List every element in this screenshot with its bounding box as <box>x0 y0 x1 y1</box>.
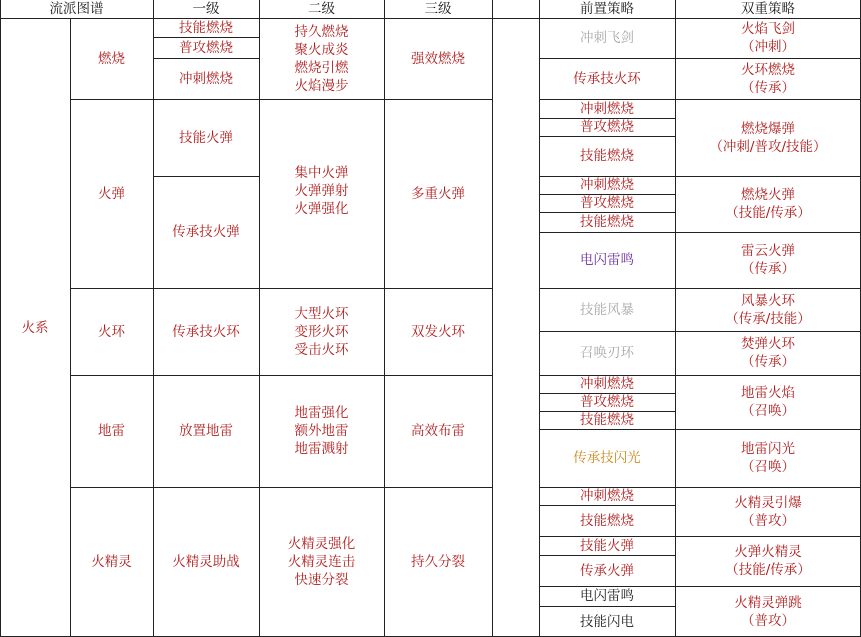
grid-line <box>539 0 540 637</box>
prereq-cell: 冲刺燃烧 <box>580 376 634 392</box>
grid-line <box>675 487 861 488</box>
dual-tag: （普攻） <box>741 612 795 629</box>
prereq-cell: 冲刺燃烧 <box>580 177 634 193</box>
prereq-cell: 普攻燃烧 <box>580 119 634 135</box>
group-name: 地雷 <box>98 423 125 439</box>
level2-cell <box>259 99 384 288</box>
prereq-cell: 传承火弹 <box>580 562 634 579</box>
grid-line <box>675 288 861 289</box>
dual-name: 燃烧爆弹 <box>741 120 795 137</box>
level1-cell: 冲刺燃烧 <box>179 70 233 87</box>
level2-item: 额外地雷 <box>294 423 349 439</box>
level3-cell: 多重火弹 <box>411 185 465 202</box>
group-name: 火精灵 <box>91 554 132 570</box>
grid-line <box>675 429 861 430</box>
grid-line <box>539 176 675 177</box>
dual-cell <box>675 375 861 429</box>
grid-line <box>539 331 675 332</box>
prereq-cell: 电闪雷鸣 <box>580 252 634 268</box>
grid-line <box>539 536 675 537</box>
dual-name: 地雷火焰 <box>741 385 795 401</box>
header-prereq: 前置策略 <box>580 1 634 17</box>
level2-item: 地雷溅射 <box>294 441 349 457</box>
grid-line <box>70 375 492 376</box>
dual-name: 燃烧火弹 <box>741 187 795 203</box>
prereq-cell: 冲刺飞剑 <box>580 30 634 46</box>
prereq-cell: 传承技闪光 <box>573 450 641 466</box>
prereq-cell: 技能风暴 <box>580 301 634 318</box>
prereq-cell: 冲刺燃烧 <box>580 488 634 504</box>
dual-name: 火弹火精灵 <box>734 544 802 560</box>
dual-cell <box>675 232 861 288</box>
dual-name: 火环燃烧 <box>741 61 795 78</box>
dual-tag: （技能/传承） <box>725 205 811 221</box>
grid-line <box>259 0 260 637</box>
dual-name: 风暴火环 <box>741 292 795 309</box>
dual-name: 地雷闪光 <box>741 441 795 457</box>
grid-line <box>539 212 675 213</box>
dual-tag: （传承） <box>741 354 795 370</box>
grid-line <box>153 0 154 637</box>
grid-line <box>675 536 861 537</box>
grid-line <box>539 99 675 100</box>
grid-line <box>675 58 861 59</box>
grid-line <box>153 176 259 177</box>
level2-item: 持久燃烧 <box>294 23 349 40</box>
grid-line <box>70 99 492 100</box>
level2-cell <box>259 375 384 487</box>
dual-cell <box>675 487 861 536</box>
grid-line <box>539 586 675 587</box>
dual-name: 焚弹火环 <box>741 336 795 352</box>
dual-name: 火焰飞剑 <box>741 21 795 37</box>
prereq-cell: 冲刺燃烧 <box>580 100 634 117</box>
level1-cell: 传承技火弹 <box>172 224 240 240</box>
grid-line <box>539 393 675 394</box>
dual-tag: （召唤） <box>741 459 795 475</box>
dual-tag: （冲刺/普攻/技能） <box>709 138 827 155</box>
prereq-cell: 召唤刃环 <box>580 345 634 361</box>
dual-name: 雷云火弹 <box>741 243 795 259</box>
dual-cell <box>675 429 861 487</box>
level2-item: 大型火环 <box>294 305 349 322</box>
dual-name: 火精灵弹跳 <box>734 594 802 611</box>
grid-line <box>539 487 675 488</box>
prereq-cell: 技能闪电 <box>580 613 634 630</box>
level2-item: 火弹强化 <box>294 201 349 217</box>
level2-cell <box>259 487 384 637</box>
grid-line <box>70 487 492 488</box>
header-level3: 三级 <box>424 1 452 17</box>
grid-line <box>539 136 675 137</box>
grid-line <box>675 375 861 376</box>
grid-line <box>153 37 259 38</box>
grid-line <box>675 99 861 100</box>
grid-line <box>384 0 385 637</box>
grid-line <box>539 505 675 506</box>
prereq-cell: 普攻燃烧 <box>580 394 634 410</box>
dual-tag: （传承/技能） <box>725 310 811 327</box>
dual-cell <box>675 586 861 637</box>
dual-cell <box>675 99 861 176</box>
prereq-cell: 技能燃烧 <box>580 512 634 529</box>
grid-line <box>539 232 675 233</box>
level2-item: 受击火环 <box>294 341 349 358</box>
grid-line <box>539 288 675 289</box>
dual-tag: （传承） <box>741 261 795 277</box>
level1-cell: 技能燃烧 <box>179 19 233 36</box>
grid-line <box>539 58 675 59</box>
grid-line <box>675 0 676 637</box>
grid-line <box>539 375 675 376</box>
level3-cell: 双发火环 <box>411 323 465 340</box>
grid-line <box>539 429 675 430</box>
dual-tag: （冲刺） <box>741 39 795 55</box>
prereq-cell: 技能燃烧 <box>580 412 634 428</box>
school-cell: 火系 <box>21 319 49 336</box>
level2-item: 变形火环 <box>294 323 349 340</box>
level3-cell: 高效布雷 <box>411 423 465 439</box>
prereq-cell: 普攻燃烧 <box>580 195 634 211</box>
grid-line <box>70 18 71 637</box>
level3-cell: 强效燃烧 <box>411 50 465 67</box>
level1-cell: 技能火弹 <box>179 129 233 146</box>
dual-cell <box>675 18 861 58</box>
dual-cell <box>675 288 861 331</box>
dual-cell <box>675 58 861 99</box>
dual-tag: （传承） <box>741 79 795 96</box>
dual-tag: （技能/传承） <box>725 562 811 578</box>
level2-item: 火精灵连击 <box>287 554 356 570</box>
prereq-cell: 技能燃烧 <box>580 214 634 230</box>
level2-item: 快速分裂 <box>294 572 349 588</box>
header-dual: 双重策略 <box>741 1 795 17</box>
level2-item: 集中火弹 <box>294 165 349 181</box>
grid-line <box>675 331 861 332</box>
dual-cell <box>675 536 861 586</box>
group-name: 燃烧 <box>98 50 125 67</box>
prereq-cell: 传承技火环 <box>573 70 641 87</box>
level1-cell: 火精灵助战 <box>172 554 240 570</box>
header-level1: 一级 <box>192 1 220 17</box>
grid-line <box>0 0 1 637</box>
level2-cell <box>259 288 384 375</box>
prereq-cell: 电闪雷鸣 <box>580 588 634 604</box>
level2-item: 火弹弹射 <box>294 183 349 199</box>
level2-item: 地雷强化 <box>294 405 349 421</box>
level1-cell: 放置地雷 <box>179 423 233 439</box>
prereq-cell: 技能火弹 <box>580 537 634 554</box>
group-name: 火弹 <box>98 185 125 202</box>
grid-line <box>539 555 675 556</box>
level1-cell: 普攻燃烧 <box>179 39 233 56</box>
dual-cell <box>675 331 861 375</box>
header-level2: 二级 <box>308 1 335 17</box>
grid-line <box>492 0 493 637</box>
header-school: 流派图谱 <box>49 1 104 17</box>
grid-line <box>539 194 675 195</box>
grid-line <box>539 118 675 119</box>
grid-line <box>675 176 861 177</box>
level1-cell: 传承技火环 <box>172 323 240 340</box>
dual-cell <box>675 176 861 232</box>
group-name: 火环 <box>98 323 125 340</box>
grid-line <box>153 58 259 59</box>
level2-item: 火焰漫步 <box>294 77 349 94</box>
level2-item: 聚火成炎 <box>294 41 349 58</box>
level2-item: 燃烧引燃 <box>294 59 349 76</box>
level2-item: 火精灵强化 <box>287 536 356 552</box>
level3-cell: 持久分裂 <box>411 554 465 570</box>
level2-cell <box>259 18 384 99</box>
dual-tag: （召唤） <box>741 403 795 419</box>
dual-name: 火精灵引爆 <box>734 494 802 511</box>
prereq-cell: 技能燃烧 <box>580 148 634 164</box>
dual-tag: （普攻） <box>741 512 795 529</box>
grid-line <box>539 606 675 607</box>
grid-line <box>70 288 492 289</box>
grid-line <box>539 411 675 412</box>
grid-line <box>675 232 861 233</box>
grid-line <box>0 18 861 19</box>
grid-line <box>675 586 861 587</box>
